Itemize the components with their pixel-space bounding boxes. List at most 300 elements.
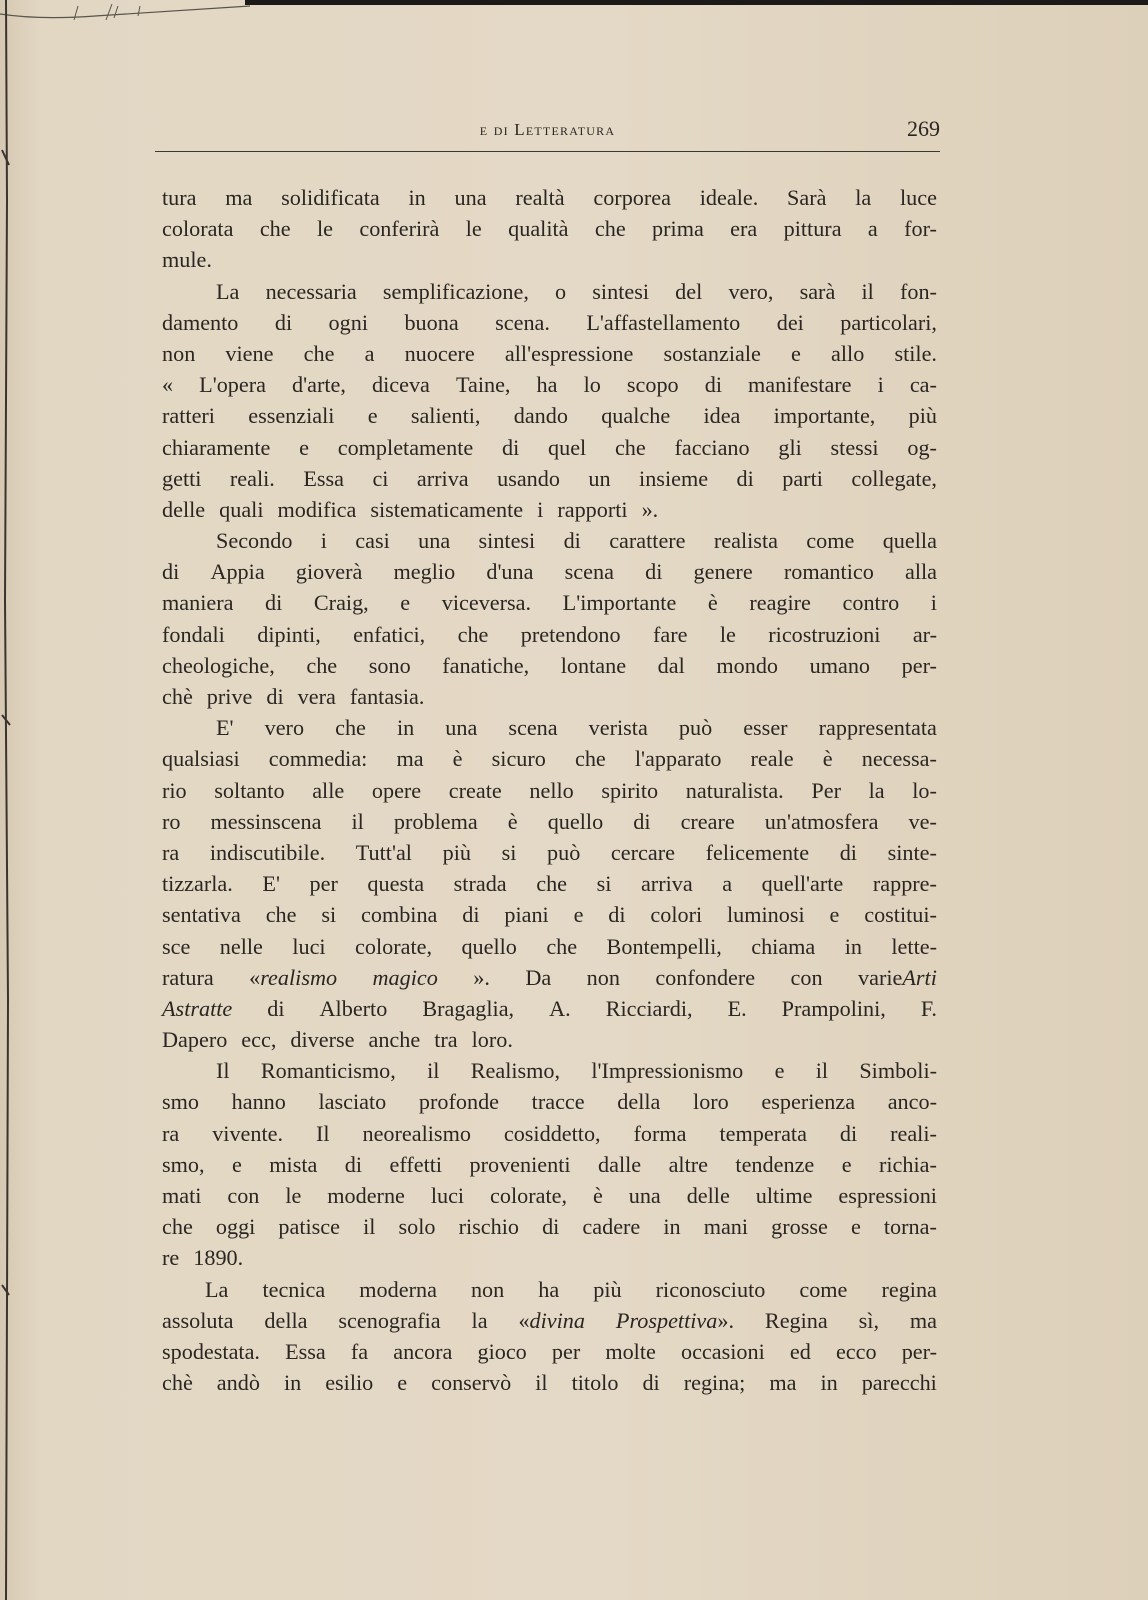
word: lette-: [891, 933, 937, 959]
word: Appia: [210, 559, 265, 585]
word: manifestare: [748, 372, 852, 398]
word: cosiddetto,: [503, 1120, 601, 1146]
word: tendenze: [735, 1151, 815, 1177]
word: ratteri: [162, 403, 215, 429]
word: fanatiche,: [442, 652, 530, 678]
word: ogni: [328, 309, 368, 335]
word: esilio: [325, 1370, 374, 1396]
word: fondali: [162, 621, 225, 647]
word: sarà: [799, 278, 836, 304]
word: re: [162, 1245, 180, 1271]
word: ca-: [909, 372, 937, 398]
word: esser: [743, 715, 788, 741]
word: ratura: [162, 964, 214, 990]
word: commedia:: [268, 746, 368, 772]
word: che: [335, 715, 366, 741]
word: mati: [162, 1183, 202, 1208]
word: non: [470, 1276, 505, 1302]
word: sce: [162, 933, 191, 959]
word: genere: [693, 559, 753, 585]
word: maniera: [162, 590, 234, 616]
word: di: [642, 1370, 660, 1396]
word: effetti: [389, 1151, 443, 1177]
word: E': [216, 715, 234, 741]
word: spodestata.: [162, 1338, 260, 1364]
word: luce: [900, 185, 937, 210]
word: Prampolini,: [781, 995, 886, 1021]
word: Tutt'al: [355, 839, 412, 865]
word: luci: [292, 933, 326, 959]
word: più: [593, 1276, 622, 1302]
text-line: [162, 712, 937, 743]
word: reali-: [890, 1120, 937, 1146]
word: provenienti: [469, 1151, 571, 1177]
word: «realismo: [249, 964, 338, 990]
word: è: [507, 808, 518, 834]
word: realtà: [515, 185, 565, 210]
word: dei: [776, 309, 804, 335]
word: enfatici,: [353, 621, 426, 647]
word: molte: [605, 1338, 656, 1364]
word: insieme: [639, 465, 709, 491]
word: verista: [588, 715, 648, 741]
word: l'Impressionismo: [591, 1058, 744, 1084]
word: vero,: [728, 278, 774, 304]
word: ancora: [393, 1338, 453, 1364]
word: con: [227, 1183, 260, 1208]
word: creare: [680, 808, 735, 834]
word: può: [678, 715, 713, 741]
word: Astratte: [162, 995, 233, 1021]
word: che: [614, 434, 646, 460]
word: temperata: [719, 1120, 807, 1146]
word: le: [316, 216, 333, 242]
word: il: [535, 1370, 548, 1396]
word: mule.: [162, 247, 212, 273]
word: vera: [297, 684, 336, 709]
word: e: [231, 1151, 242, 1177]
running-title: e di Letteratura: [479, 120, 616, 139]
word: Secondo: [216, 528, 293, 554]
header-rule: [155, 151, 940, 152]
text-line: [162, 182, 937, 213]
word: le: [285, 1183, 302, 1208]
word: di: [344, 1151, 363, 1177]
word: quell'arte: [761, 871, 844, 897]
word: e: [397, 1370, 408, 1396]
word: pretendono: [520, 621, 621, 647]
word: Realismo,: [470, 1058, 561, 1084]
word: sintesi: [592, 278, 650, 304]
word: e: [791, 340, 801, 366]
word: gli: [778, 434, 802, 460]
word: non: [162, 340, 196, 366]
word: si: [501, 839, 517, 865]
word: parecchi: [861, 1370, 937, 1396]
word: a: [722, 871, 733, 897]
text-line: [162, 307, 937, 338]
word: quali: [219, 496, 264, 522]
word: «: [162, 372, 174, 398]
word: quello: [547, 808, 604, 834]
word: lontane: [560, 652, 627, 678]
word: collegate,: [851, 465, 937, 491]
text-line: [162, 1180, 937, 1211]
word: per: [309, 871, 338, 897]
word: arriva: [416, 465, 469, 491]
word: E.: [727, 995, 747, 1021]
text-line: [162, 525, 937, 556]
word: delle: [686, 1183, 730, 1208]
text-line: [162, 962, 937, 993]
word: sentativa: [162, 902, 241, 928]
word: i: [877, 372, 884, 398]
word: viene: [225, 340, 274, 366]
word: meglio: [393, 559, 456, 585]
word: naturalista.: [685, 777, 784, 803]
word: chè: [162, 1370, 193, 1396]
word: come: [799, 1276, 848, 1302]
word: stile.: [894, 340, 937, 366]
word: la: [471, 1307, 488, 1333]
word: dando: [513, 403, 568, 429]
word: carattere: [609, 528, 686, 554]
word: facciano: [674, 434, 750, 460]
word: di: [502, 434, 520, 460]
word: e: [400, 590, 411, 616]
word: regina;: [683, 1370, 746, 1396]
word: pittura: [783, 216, 842, 242]
word: e: [774, 1058, 785, 1084]
word: più: [442, 839, 471, 865]
word: dalle: [598, 1151, 642, 1177]
word: Essa: [303, 465, 344, 491]
word: una: [454, 185, 487, 210]
word: che: [546, 933, 578, 959]
text-line: [162, 1336, 937, 1367]
word: di: [162, 559, 180, 585]
word: che: [162, 1214, 193, 1240]
word: del: [675, 278, 703, 304]
word: moderna: [359, 1276, 437, 1302]
text-line: [162, 276, 937, 307]
word: una: [628, 1183, 661, 1208]
word: getti: [162, 465, 202, 491]
word: Romanticismo,: [260, 1058, 396, 1084]
word: lo-: [912, 777, 937, 803]
word: costitui-: [864, 902, 937, 928]
word: e: [850, 1214, 861, 1240]
word: una: [418, 528, 451, 554]
text-line: [162, 494, 937, 525]
word: ve-: [908, 808, 937, 834]
word: semplificazione,: [382, 278, 529, 304]
word: ci: [372, 465, 389, 491]
word: Taine,: [455, 372, 511, 398]
word: colori: [650, 902, 703, 928]
word: conservò: [431, 1370, 512, 1396]
word: di: [608, 902, 626, 928]
page-number: 269: [907, 116, 940, 141]
word: titolo: [571, 1370, 619, 1396]
word: di: [645, 559, 663, 585]
word: tracce: [531, 1089, 585, 1115]
word: fon-: [899, 278, 937, 304]
word: idea: [703, 403, 741, 429]
text-line: [162, 1242, 937, 1273]
word: regina: [881, 1276, 937, 1302]
word: loro: [693, 1089, 729, 1115]
word: che: [594, 216, 626, 242]
word: magico: [372, 964, 438, 990]
word: qualsiasi: [162, 746, 240, 772]
word: tizzarla.: [162, 871, 233, 897]
word: è: [707, 590, 718, 616]
word: ra: [162, 839, 180, 865]
word: parti: [782, 465, 823, 491]
word: è: [452, 746, 463, 772]
word: patisce: [278, 1214, 341, 1240]
text-line: [162, 1118, 937, 1149]
word: in: [844, 933, 862, 959]
text-line: [162, 1274, 937, 1305]
word: colorate,: [355, 933, 433, 959]
text-line: [162, 650, 937, 681]
word: ha: [538, 1276, 560, 1302]
word: altre: [668, 1151, 708, 1177]
word: rappresentata: [818, 715, 937, 741]
word: romantico: [783, 559, 874, 585]
word: un'atmosfera: [764, 808, 879, 834]
word: luci: [430, 1183, 465, 1208]
word: ma: [909, 1307, 937, 1333]
word: fantasia.: [349, 684, 425, 709]
word: lasciato: [318, 1089, 387, 1115]
word: Regina: [764, 1307, 828, 1333]
word: sicuro: [491, 746, 546, 772]
word: Simboli-: [859, 1058, 937, 1084]
word: sintesi: [478, 528, 536, 554]
page-header: [155, 112, 940, 152]
word: Bragaglia,: [422, 995, 515, 1021]
top-edge-band: [245, 0, 1148, 5]
word: problema: [393, 808, 478, 834]
word: nello: [529, 777, 574, 803]
word: un: [588, 465, 611, 491]
word: smo: [162, 1089, 199, 1115]
word: ecc,: [241, 1027, 277, 1053]
word: dal: [657, 652, 685, 678]
text-line: [162, 993, 937, 1024]
word: questa: [367, 871, 425, 897]
word: modifica: [277, 496, 357, 522]
word: combina: [361, 902, 438, 928]
word: Ricciardi,: [605, 995, 693, 1021]
text-line: [162, 1024, 937, 1055]
word: per-: [901, 652, 937, 678]
word: ma: [225, 185, 253, 210]
word: Il: [216, 1058, 230, 1084]
word: reagire: [749, 590, 811, 616]
word: di: [542, 1214, 560, 1240]
word: e: [829, 902, 840, 928]
word: anche: [368, 1027, 421, 1053]
text-line: [162, 587, 937, 618]
word: L'opera: [199, 372, 266, 398]
word: andò: [216, 1370, 260, 1396]
word: che: [536, 871, 568, 897]
word: di: [704, 372, 722, 398]
word: il: [363, 1214, 376, 1240]
word: Da: [525, 964, 552, 990]
word: chiama: [751, 933, 816, 959]
word: essenziali: [248, 403, 335, 429]
word: all'espressione: [504, 340, 634, 366]
word: Alberto: [319, 995, 388, 1021]
word: tra: [434, 1027, 458, 1053]
word: si: [321, 902, 337, 928]
word: reale: [750, 746, 794, 772]
word: spirito: [601, 777, 659, 803]
word: profonde: [418, 1089, 500, 1115]
word: una: [445, 715, 478, 741]
word: i: [537, 496, 544, 522]
word: create: [448, 777, 502, 803]
word: cadere: [582, 1214, 641, 1240]
word: tecnica: [262, 1276, 326, 1302]
word: solidificata: [281, 185, 380, 210]
word: ro: [162, 808, 181, 834]
word: La: [205, 1276, 229, 1302]
word: oggi: [215, 1214, 256, 1240]
word: il: [861, 278, 874, 304]
word: scena: [508, 715, 558, 741]
word: ».: [641, 496, 659, 522]
word: in: [283, 1370, 302, 1396]
word: a: [867, 216, 878, 242]
word: in: [408, 185, 426, 210]
text-line: [162, 868, 937, 899]
word: ecco: [835, 1338, 877, 1364]
word: prive: [206, 684, 253, 709]
word: ricostruzioni: [768, 621, 881, 647]
word: di: [266, 684, 284, 709]
word: sì,: [858, 1307, 879, 1333]
word: solo: [398, 1214, 436, 1240]
word: rio: [162, 777, 187, 803]
word: ideale.: [699, 185, 759, 210]
word: esperienza: [761, 1089, 856, 1115]
word: delle: [162, 496, 206, 522]
page-binding-edge: [0, 0, 14, 1600]
text-line: [162, 1211, 937, 1242]
text-line: [162, 1086, 937, 1117]
word: anco-: [887, 1089, 937, 1115]
word: di: [563, 528, 581, 554]
word: era: [730, 216, 758, 242]
word: 1890.: [193, 1245, 244, 1271]
word: Essa: [285, 1338, 326, 1364]
word: nelle: [219, 933, 263, 959]
word: arriva: [640, 871, 693, 897]
word: umano: [809, 652, 871, 678]
word: corporea: [593, 185, 671, 210]
word: buona: [404, 309, 459, 335]
word: può: [547, 839, 581, 865]
word: il: [427, 1058, 440, 1084]
word: L'affastellamento: [586, 309, 741, 335]
word: alla: [904, 559, 937, 585]
word: ma: [396, 746, 424, 772]
word: luminosi: [727, 902, 805, 928]
word: mista: [269, 1151, 318, 1177]
body-text: [162, 182, 937, 1398]
word: diceva: [372, 372, 430, 398]
word: scopo: [626, 372, 679, 398]
word: allo: [831, 340, 865, 366]
word: in: [396, 715, 415, 741]
word: stessi: [830, 434, 879, 460]
word: della: [617, 1089, 661, 1115]
word: completamente: [337, 434, 474, 460]
word: che: [457, 621, 489, 647]
word: assoluta: [162, 1307, 234, 1333]
word: i: [930, 590, 937, 616]
word: ed: [789, 1338, 811, 1364]
word: di: [633, 808, 651, 834]
word: la: [868, 777, 885, 803]
word: torna-: [883, 1214, 937, 1240]
word: importante,: [773, 403, 876, 429]
word: e: [299, 434, 309, 460]
text-line: [162, 213, 937, 244]
word: non: [586, 964, 620, 990]
word: fa: [350, 1338, 369, 1364]
word: messinscena: [210, 808, 322, 834]
word: for-: [904, 216, 937, 242]
word: soltanto: [214, 777, 285, 803]
word: damento: [162, 309, 239, 335]
word: e: [367, 403, 378, 429]
word: qualità: [508, 216, 569, 242]
word: è: [822, 746, 833, 772]
word: confondere: [655, 964, 756, 990]
word: ar-: [912, 621, 937, 647]
word: smo,: [162, 1151, 205, 1177]
word: varieArti: [858, 964, 937, 990]
word: rischio: [458, 1214, 519, 1240]
word: indiscutibile.: [209, 839, 326, 865]
word: Craig,: [313, 590, 369, 616]
word: salienti,: [410, 403, 481, 429]
word: Il: [315, 1120, 330, 1146]
word: scenografia: [338, 1307, 441, 1333]
text-line: [162, 743, 937, 774]
word: richia-: [879, 1151, 937, 1177]
word: neorealismo: [362, 1120, 471, 1146]
word: di: [839, 839, 857, 865]
word: di: [274, 309, 293, 335]
word: i: [320, 528, 327, 554]
word: d'arte,: [292, 372, 346, 398]
word: fare: [653, 621, 688, 647]
word: quel: [548, 434, 587, 460]
word: felicemente: [705, 839, 810, 865]
word: cheologiche,: [162, 652, 275, 678]
word: cercare: [610, 839, 675, 865]
word: ».: [473, 964, 490, 990]
word: con: [790, 964, 823, 990]
